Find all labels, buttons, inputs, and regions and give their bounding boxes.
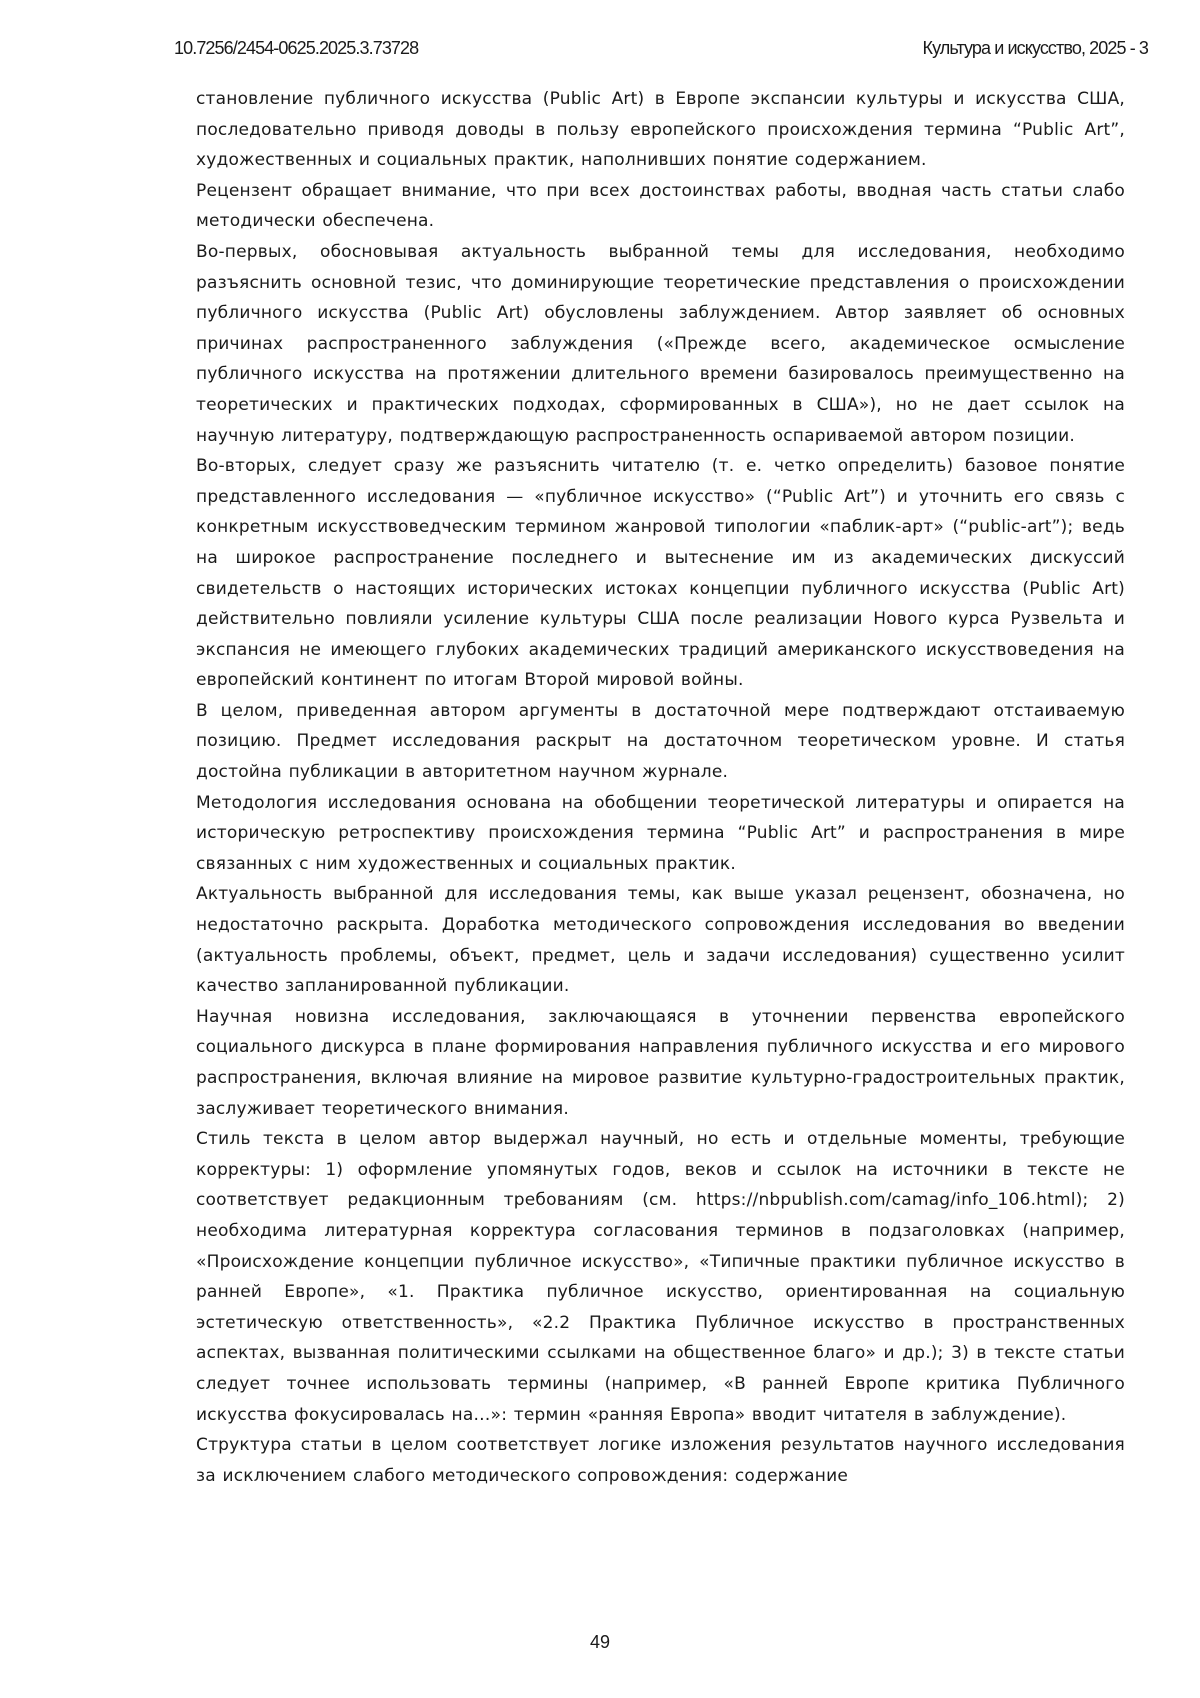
paragraph: В целом, приведенная автором аргументы в достаточной мере подтверждают отстаиваемую позицию. Предмет исследования раскрыт на достаточном теоретическом уровне. И статья достойна публикации в авторитетном научном журнале.: [196, 700, 1125, 783]
paragraph: Стиль текста в целом автор выдержал научный, но есть и отдельные моменты, требующие корректуры: 1) оформление упомянутых годов, веков и ссылок на источники в тексте не соответствует редакционным требованиям (см. https://nbpublish.com/camag/info_106.html); 2) необходима литературная корректура согласования терминов в подзаголовках (например, «Происхождение концепции публичное искусство», «Типичные практики публичное искусство в ранней Европе», «1. Практика публичное искусство, ориентированная на социальную эстетическую ответственность», «2.2 Практика Публичное искусство в пространственных аспектах, вызванная политическими ссылками на общественное благо» и др.); 3) в тексте статьи следует точнее использовать термины (например, «В ранней Европе критика Публичного искусства фокусировалась на…»: термин «ранняя Европа» вводит читателя в заблуждение).: [196, 1129, 1125, 1425]
page-header: [174, 38, 1148, 64]
paragraph: Актуальность выбранной для исследования темы, как выше указал рецензент, обозначена, но недостаточно раскрыта. Доработка методического сопровождения исследования во введении (актуальность проблемы, объект, предмет, цель и задачи исследования) существенно усилит качество запланированной публикации.: [196, 884, 1125, 997]
paragraph: Методология исследования основана на обобщении теоретической литературы и опирается на историческую ретроспективу происхождения термина “Public Art” и распространения в мире связанных с ним художественных и социальных практик.: [196, 792, 1125, 874]
journal-issue-label: Культура и искусство, 2025 - 3: [922, 38, 1148, 58]
paragraph: становление публичного искусства (Public Art) в Европе экспансии культуры и искусства США, последовательно приводя доводы в пользу европейского происхождения термина “Public Art”, художественных и социальных практик, наполнивших понятие содержанием.: [196, 89, 1125, 171]
paragraph: Структура статьи в целом соответствует логике изложения результатов научного исследования за исключением слабого методического сопровождения: содержание: [196, 1435, 1125, 1486]
page-number: 49: [589, 1632, 611, 1652]
paragraph: Во-первых, обосновывая актуальность выбранной темы для исследования, необходимо разъяснить основной тезис, что доминирующие теоретические представления о происхождении публичного искусства (Public Art) обусловлены заблуждением. Автор заявляет об основных причинах распространенного заблуждения («Прежде всего, академическое осмысление публичного искусства на протяжении длительного времени базировалось преимущественно на теоретических и практических подходах, сформированных в США»), но не дает ссылок на научную литературу, подтверждающую распространенность оспариваемой автором позиции.: [196, 241, 1125, 446]
doi-label: 10.7256/2454-0625.2025.3.73728: [174, 38, 419, 58]
body-text: [196, 84, 1125, 1491]
paragraph: Во-вторых, следует сразу же разъяснить читателю (т. е. четко определить) базовое понятие представленного исследования — «публичное искусство» (“Public Art”) и уточнить его связь с конкретным искусствоведческим термином жанровой типологии «паблик-арт» (“public-art”); ведь на широкое распространение последнего и вытеснение им из академических дискуссий свидетельств о настоящих исторических истоках концепции публичного искусства (Public Art) действительно повлияли усиление культуры США после реализации Нового курса Рузвельта и экспансия не имеющего глубоких академических традиций американского искусствоведения на европейский континент по итогам Второй мировой войны.: [196, 456, 1125, 691]
paragraph: Рецензент обращает внимание, что при всех достоинствах работы, вводная часть статьи слабо методически обеспечена.: [196, 180, 1125, 232]
paragraph: Научная новизна исследования, заключающаяся в уточнении первенства европейского социального дискурса в плане формирования направления публичного искусства и его мирового распространения, включая влияние на мировое развитие культурно-градостроительных практик, заслуживает теоретического внимания.: [196, 1006, 1125, 1119]
